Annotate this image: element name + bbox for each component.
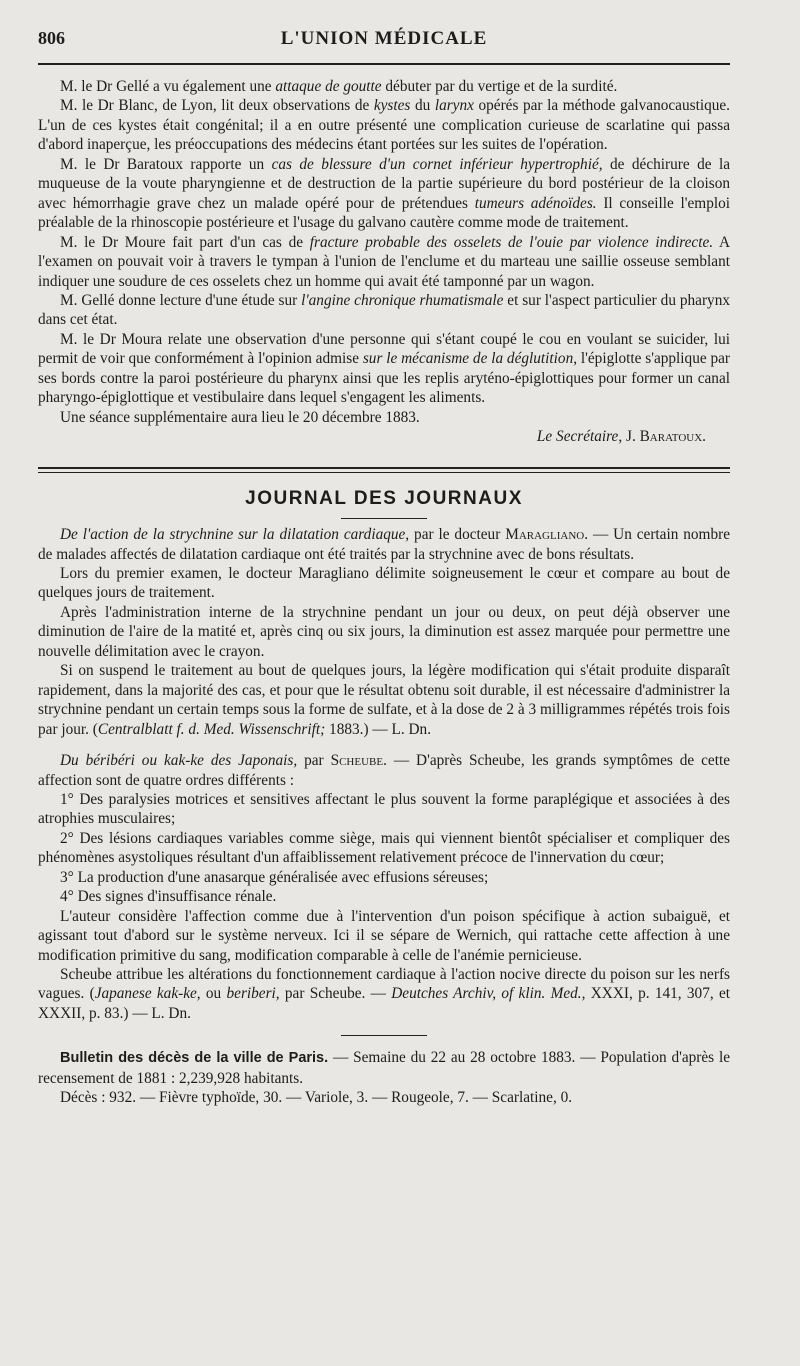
minutes-paragraph: M. le Dr Baratoux rapporte un cas de blessure d'un cornet inférieur hypertrophié, de déchirure de la muqueuse de la voute pharyngienne et de destruction de la partie supérieure du bord postérieur de la cloison avec hémorrhagie grave chez un malade opéré pour de prétendues tumeurs adénoïdes. Il conseille l'emploi préalable de la rhinoscopie postérieure et l'usage du galvano cautère comme mode de traitement.: [38, 155, 730, 232]
minutes-paragraph: M. Gellé donne lecture d'une étude sur l'angine chronique rhumatismale et sur l'aspect particulier du pharynx dans cet état.: [38, 291, 730, 329]
list-item: 1° Des paralysies motrices et sensitives affectant le plus souvent la forme paraplégique et associées à des atrophies musculaires;: [38, 790, 730, 828]
page-number: 806: [38, 28, 65, 48]
list-item: 4° Des signes d'insuffisance rénale.: [60, 888, 277, 906]
minutes-paragraph: M. le Dr Moure fait part d'un cas de fracture probable des osselets de l'ouie par violence indirecte. A l'examen on pouvait voir à travers le tympan à l'union de l'enclume et du marteau une saillie osseuse semblant indiquer une soudure de ces osselets chez un homme qui avait été tamponné par un wagon.: [38, 233, 730, 290]
minutes-paragraph: Une séance supplémentaire aura lieu le 20 décembre 1883.: [60, 408, 420, 426]
bulletin-deaths: Décès : 932. — Fièvre typhoïde, 30. — Variole, 3. — Rougeole, 7. — Scarlatine, 0.: [60, 1089, 573, 1107]
article-rule: [341, 1035, 427, 1036]
header-rule: [38, 63, 730, 65]
running-header: [38, 28, 730, 60]
title-rule: [341, 518, 427, 519]
signature: Le Secrétaire, J. Baratoux.: [536, 428, 706, 446]
page-body: [38, 77, 730, 1108]
article-paragraph: Si on suspend le traitement au bout de quelques jours, la légère modification qui s'était produite disparaît rapidement, dans la majorité des cas, et pour que le résultat obtenu soit durable, il est nécessaire d'administrer la strychnine pendant un certain temps sous la forme de sulfate, et à la dose de 2 à 3 milligrammes répétés trois fois par jour. (Centralblatt f. d. Med. Wissenschrift; 1883.) — L. Dn.: [38, 662, 730, 738]
article-paragraph: Lors du premier examen, le docteur Maragliano délimite soigneusement le cœur et compare au bout de quelques jours de traitement.: [38, 564, 730, 602]
minutes-paragraph: M. le Dr Blanc, de Lyon, lit deux observations de kystes du larynx opérés par la méthode galvanocaustique. L'un de ces kystes était congénital; il a en outre présenté une complication curieuse de scarlatine qui passa d'abord inaperçue, les préoccupations des médecins étant portées sur les suites de l'opération.: [38, 97, 730, 154]
article-paragraph: Scheube attribue les altérations du fonctionnement cardiaque à l'action nocive directe du poison sur les nerfs vagues. (Japanese kak-ke, ou beriberi, par Scheube. — Deutches Archiv, of klin. Med., XXXI, p. 141, 307, et XXXII, p. 83.) — L. Dn.: [38, 966, 730, 1022]
minutes-paragraph: M. le Dr Moura relate une observation d'une personne qui s'étant coupé le cou en voulant se suicider, lui permit de voir que conformément à l'opinion admise sur le mécanisme de la déglutition, l'épiglotte s'applique par ses bords contre la paroi postérieure du pharynx ainsi que les replis aryténo-épiglottiques pour former un canal pharyngo-épiglottique et vestibulaire dans lequel s'engagent les aliments.: [38, 330, 730, 407]
article-paragraph: L'auteur considère l'affection comme due à l'intervention d'un poison spécifique à action subaiguë, et agissant tout d'abord sur le système nerveux. Ici il se sépare de Wernich, qui rattache cette affection à une modification primitive du sang, modification comparable à celle de l'anémie pernicieuse.: [38, 907, 730, 964]
journal-title: L'UNION MÉDICALE: [280, 28, 488, 49]
section-rule-thin: [38, 472, 730, 473]
article-paragraph: Du béribéri ou kak-ke des Japonais, par Scheube. — D'après Scheube, les grands symptômes de cette affection sont de quatre ordres différents :: [38, 752, 730, 789]
article-paragraph: Après l'administration interne de la strychnine pendant un jour ou deux, on peut déjà observer une diminution de l'aire de la matité et, après cinq ou six jours, la diminution est assez marquée pour permettre une nouvelle délimitation avec le crayon.: [38, 603, 730, 660]
section-rule: [38, 467, 730, 469]
list-item: 3° La production d'une anasarque généralisée avec effusions séreuses;: [60, 868, 489, 886]
list-item: 2° Des lésions cardiaques variables comme siège, mais qui viennent bientôt spécialiser et compliquer des phénomènes asystoliques résultant d'un affaiblissement relativement précoce de l'innervation du cœur;: [38, 829, 730, 867]
section-title: JOURNAL DES JOURNAUX: [245, 487, 523, 509]
article-paragraph: De l'action de la strychnine sur la dilatation cardiaque, par le docteur Maragliano. — Un certain nombre de malades affectés de dilatation cardiaque ont été traités par la strychnine avec de bons résultats.: [38, 526, 730, 563]
bulletin-paragraph: Bulletin des décès de la ville de Paris. — Semaine du 22 au 28 octobre 1883. — Population d'après le recensement de 1881 : 2,239,928 habitants.: [38, 1049, 730, 1087]
minutes-paragraph: M. le Dr Gellé a vu également une attaque de goutte débuter par du vertige et de la surdité.: [60, 78, 618, 95]
